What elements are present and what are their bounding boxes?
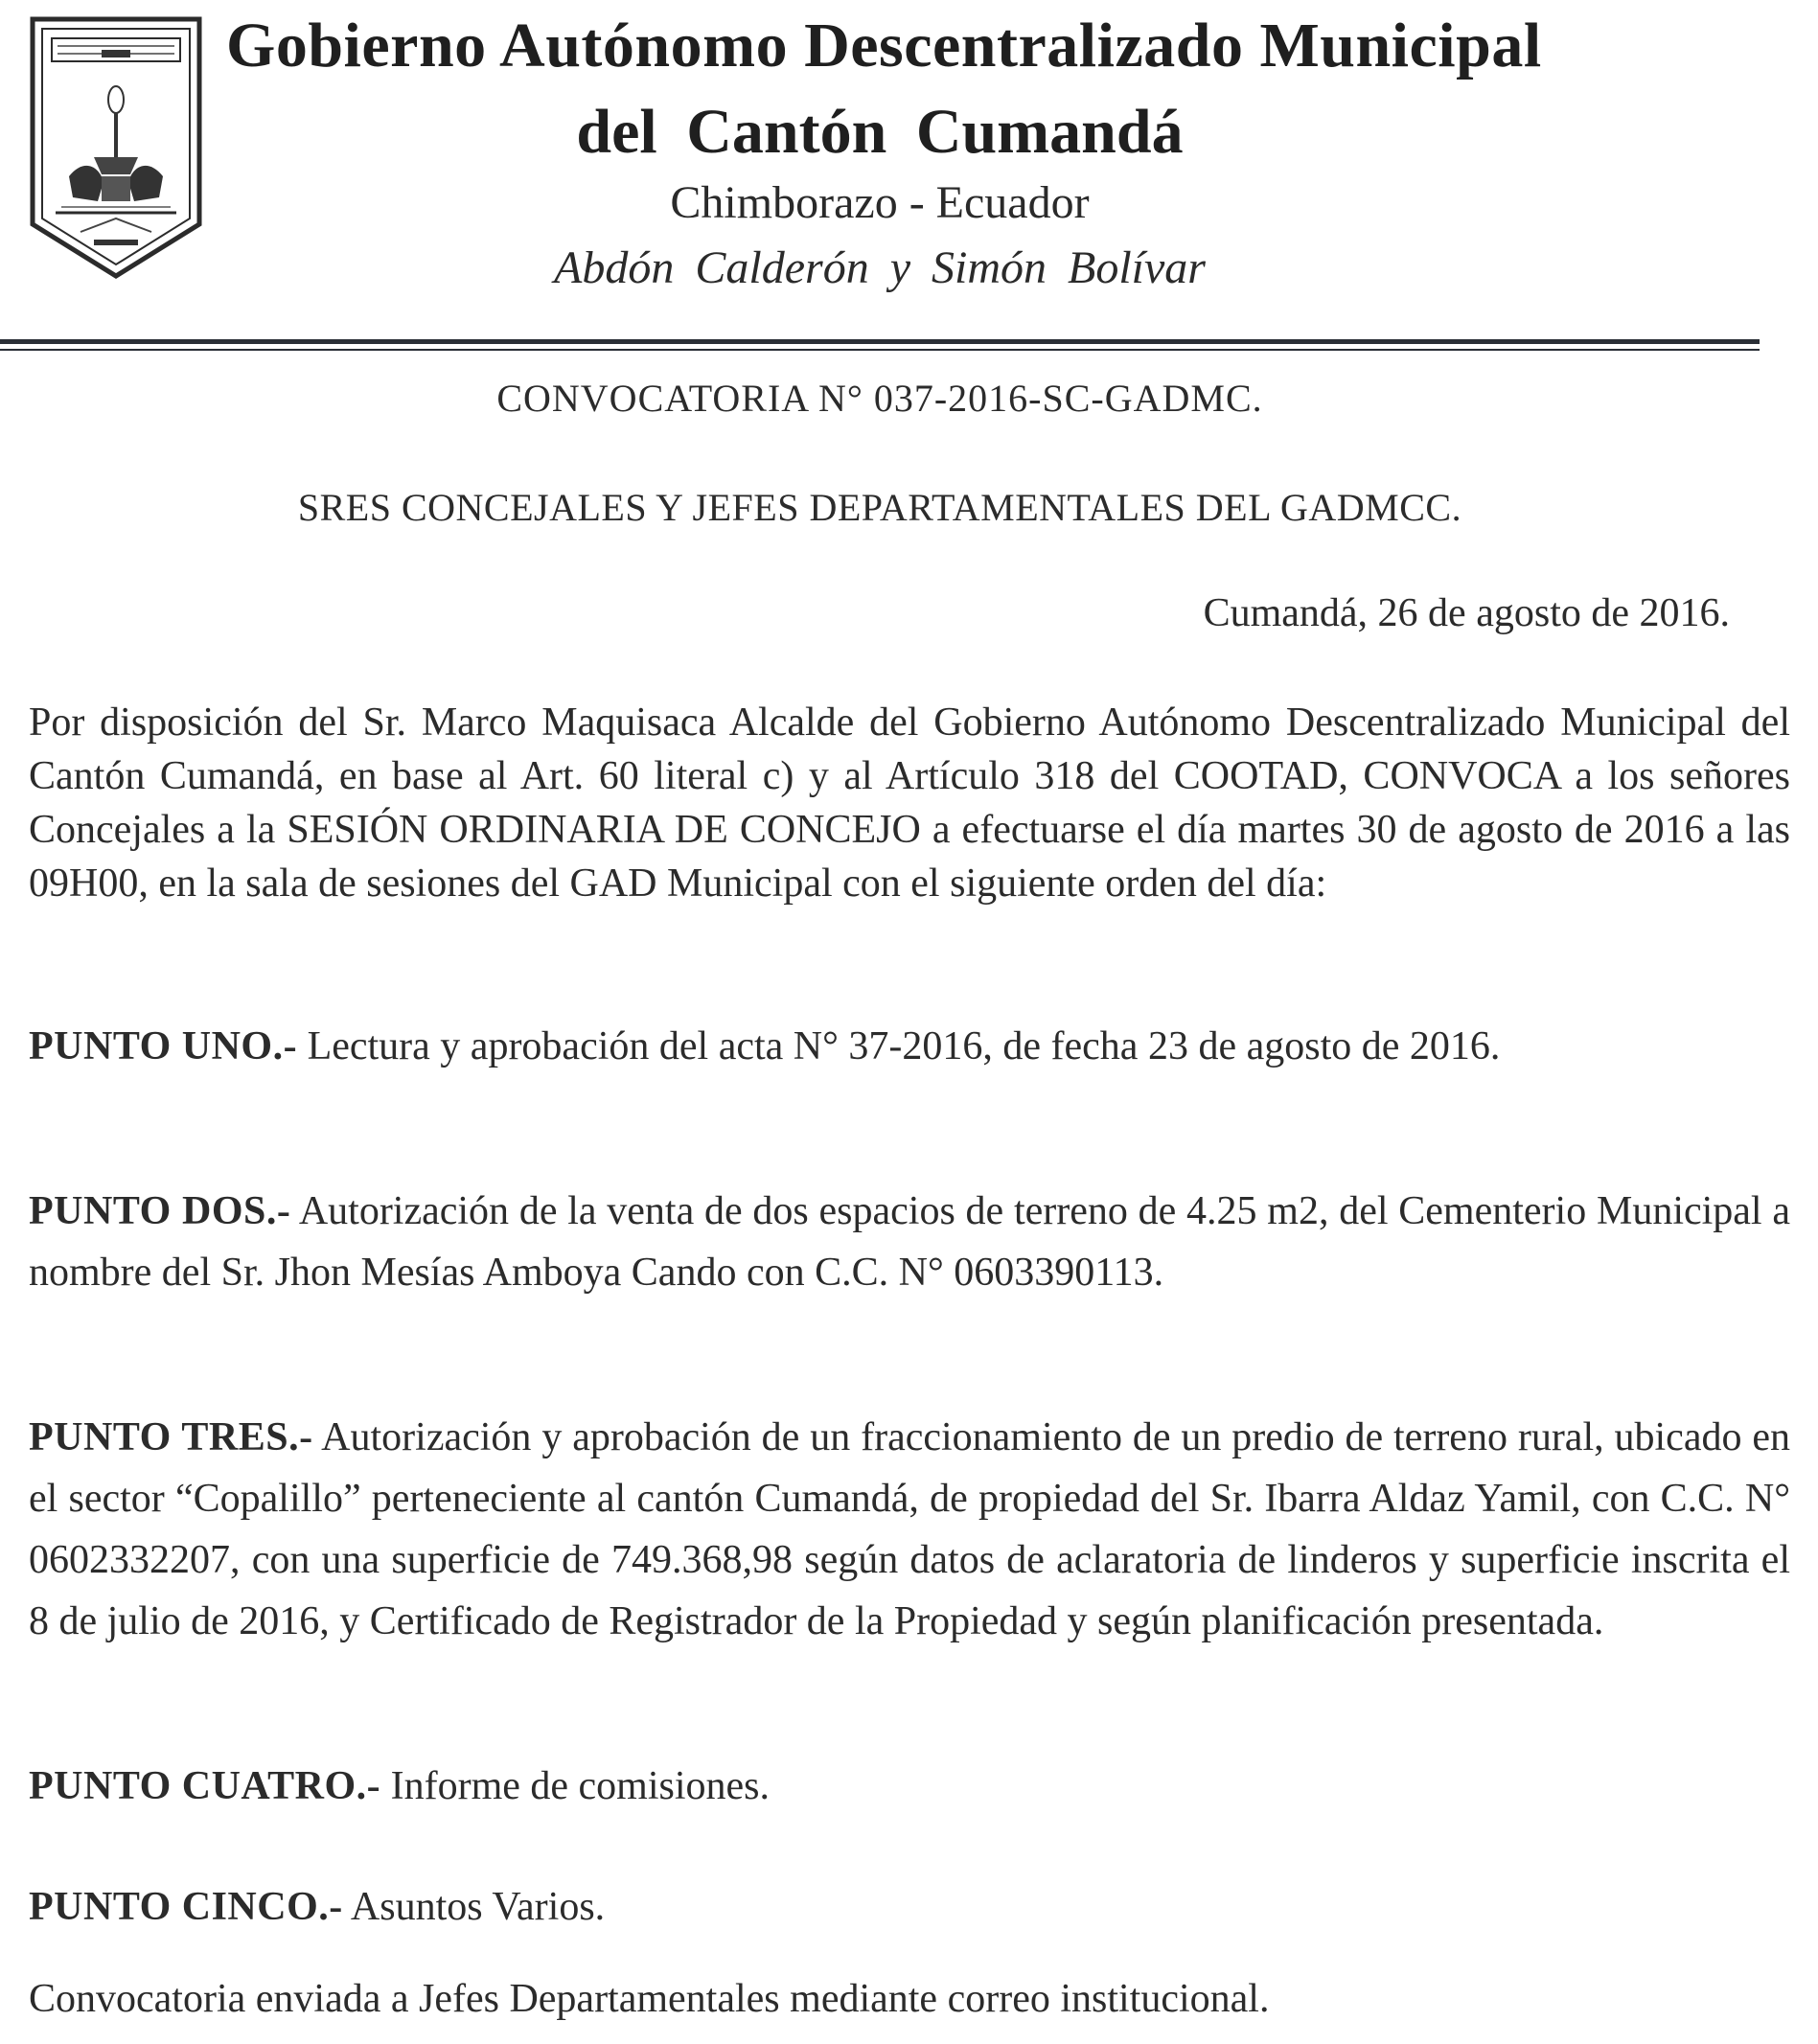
document-date: Cumandá, 26 de agosto de 2016.	[1203, 591, 1730, 635]
intro-paragraph: Por disposición del Sr. Marco Maquisaca Alcalde del Gobierno Autónomo Descentralizado Municipal del Cantón Cumandá, en base al Art. 60 literal c) y al Artículo 318 del COOTAD, CONVOCA a los señores Concejales a la SESIÓN ORDINARIA DE CONCEJO a efectuarse el día martes 30 de agosto de 2016 a las 09H00, en la sala de sesiones del GAD Municipal con el siguiente orden del día:	[29, 700, 1790, 906]
agenda-point-1	[29, 1020, 1790, 1073]
letterhead-title-line1: Gobierno Autónomo Descentralizado Municipal	[226, 11, 1542, 80]
agenda-point-3	[29, 1407, 1790, 1652]
header-divider-thick	[0, 339, 1760, 344]
agenda-point-label: PUNTO UNO.-	[29, 1024, 298, 1068]
agenda-point-text: Informe de comisiones.	[390, 1764, 771, 1808]
agenda-point-4	[29, 1759, 1790, 1813]
agenda-point-text: Autorización y aprobación de un fraccionamiento de un predio de terreno rural, ubicado en el sector “Copalillo” perteneciente al cantón Cumandá, de propiedad del Sr. Ibarra Aldaz Yamil, con C.C. N° 0602332207, con una superficie de 749.368,98 según datos de aclaratoria de linderos y superficie inscrita el 8 de julio de 2016, y Certificado de Registrador de la Propiedad y según planificación presentada.	[29, 1415, 1790, 1643]
agenda-point-label: PUNTO CUATRO.-	[29, 1764, 381, 1808]
agenda-point-label: PUNTO TRES.-	[29, 1415, 313, 1459]
agenda-point-label: PUNTO DOS.-	[29, 1189, 291, 1233]
letterhead-address: Abdón Calderón y Simón Bolívar	[554, 242, 1206, 293]
agenda-point-text: Autorización de la venta de dos espacios de terreno de 4.25 m2, del Cementerio Municipal a nombre del Sr. Jhon Mesías Amboya Cando con C.C. N° 0603390113.	[29, 1189, 1791, 1295]
agenda-point-5	[29, 1880, 1790, 1934]
agenda-point-text: Lectura y aprobación del acta N° 37-2016, de fecha 23 de agosto de 2016.	[307, 1024, 1501, 1068]
convocatoria-number: CONVOCATORIA N° 037-2016-SC-GADMC.	[496, 377, 1263, 420]
agenda-point-2	[29, 1181, 1790, 1303]
addressee-line: SRES CONCEJALES Y JEFES DEPARTAMENTALES DEL GADMCC.	[297, 486, 1462, 529]
footer-note: Convocatoria enviada a Jefes Departamentales mediante correo institucional.	[29, 1977, 1270, 2021]
agenda-point-label: PUNTO CINCO.-	[29, 1885, 343, 1929]
agenda-point-text: Asuntos Varios.	[350, 1885, 606, 1929]
letterhead-subtitle: Chimborazo - Ecuador	[670, 177, 1090, 228]
header-divider-thin	[0, 349, 1760, 351]
letterhead-title-line2: del Cantón Cumandá	[576, 97, 1184, 167]
